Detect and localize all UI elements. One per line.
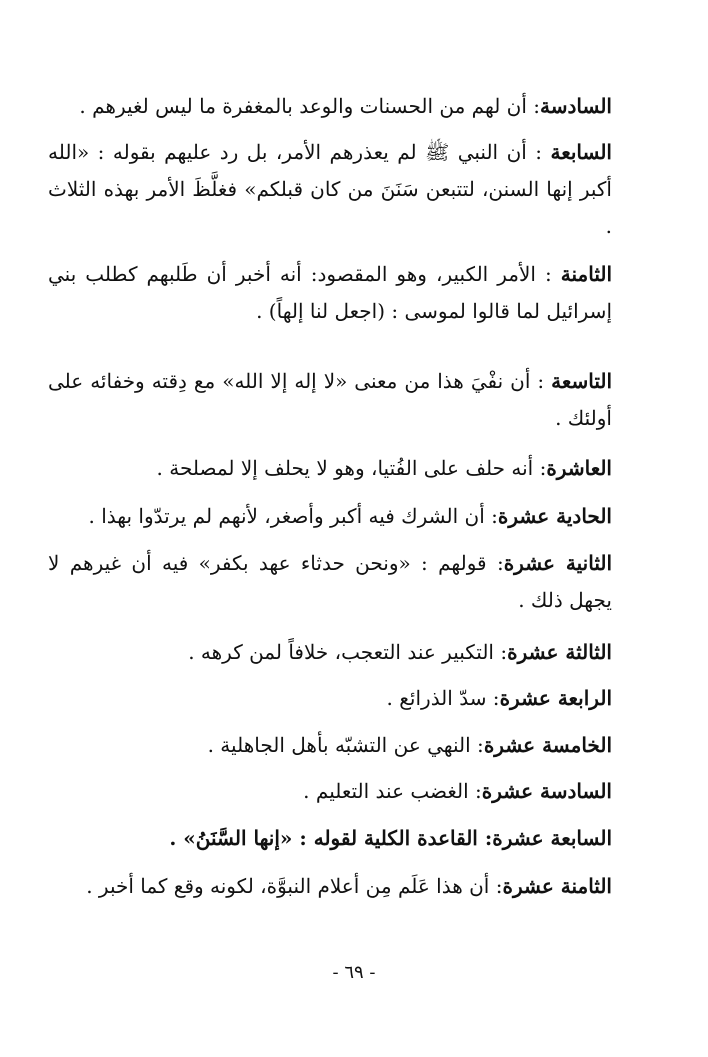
item-label: السادسة عشرة bbox=[481, 779, 612, 803]
list-item bbox=[48, 134, 612, 245]
item-text: النهي عن التشبّه بأهل الجاهلية . bbox=[207, 733, 471, 757]
item-label: الثانية عشرة bbox=[503, 551, 613, 575]
list-item bbox=[48, 868, 612, 905]
item-text: أن هذا عَلَم مِن أعلام النبوَّة، لكونه وقع كما أخبر . bbox=[86, 874, 490, 898]
item-separator: : bbox=[530, 369, 552, 393]
item-separator: : bbox=[533, 456, 547, 480]
item-label: التاسعة bbox=[551, 369, 613, 393]
list-item bbox=[48, 634, 612, 671]
item-separator: : bbox=[526, 94, 541, 118]
item-label: السابعة bbox=[550, 140, 612, 164]
item-label: الخامسة عشرة bbox=[483, 733, 612, 757]
item-separator: : bbox=[526, 140, 551, 164]
page-number: - ٦٩ - bbox=[332, 962, 376, 983]
item-label: السادسة bbox=[540, 94, 612, 118]
item-text: التكبير عند التعجب، خلافاً لمن كرهه . bbox=[188, 640, 494, 664]
list-item bbox=[48, 773, 612, 810]
list-item bbox=[48, 820, 612, 857]
item-separator: : bbox=[486, 551, 504, 575]
item-label: الرابعة عشرة bbox=[499, 686, 612, 710]
item-label: الثالثة عشرة bbox=[507, 640, 612, 664]
item-text: أن النبي ﷺ لم يعذرهم الأمر، بل رد عليهم بقوله : «الله أكبر إنها السنن، لتتبعن سَنَنَ من كان قبلكم» فغلَّظَ الأمر بهذه الثلاث . bbox=[48, 140, 612, 238]
list-item bbox=[48, 363, 612, 437]
item-label: السابعة عشرة bbox=[492, 826, 612, 850]
item-separator: : bbox=[535, 262, 561, 286]
item-text: أنه حلف على الفُتيا، وهو لا يحلف إلا لمصلحة . bbox=[156, 456, 534, 480]
item-text: الأمر الكبير، وهو المقصود: أنه أخبر أن طَلبهم كطلب بني إسرائيل لما قالوا لموسى : (اجعل لنا إلهاً) . bbox=[48, 262, 612, 323]
item-separator: : bbox=[494, 640, 508, 664]
list-item bbox=[48, 498, 612, 535]
item-text: الغضب عند التعليم . bbox=[303, 779, 469, 803]
list-item bbox=[48, 450, 612, 487]
item-text: سدّ الذرائع . bbox=[386, 686, 487, 710]
list-item bbox=[48, 88, 612, 125]
item-separator: : bbox=[484, 504, 498, 528]
item-label: الثامنة عشرة bbox=[502, 874, 612, 898]
item-separator: : bbox=[486, 686, 500, 710]
list-item bbox=[48, 680, 612, 717]
item-separator: : bbox=[477, 826, 493, 850]
item-text: قولهم : «ونحن حدثاء عهد بكفر» فيه أن غيرهم لا يجهل ذلك . bbox=[48, 551, 612, 612]
item-label: الثامنة bbox=[560, 262, 613, 286]
item-text: أن لهم من الحسنات والوعد بالمغفرة ما ليس لغيرهم . bbox=[79, 94, 527, 118]
item-label: الحادية عشرة bbox=[497, 504, 612, 528]
list-item bbox=[48, 727, 612, 764]
list-item bbox=[48, 545, 612, 619]
item-separator: : bbox=[468, 779, 482, 803]
item-text: أن الشرك فيه أكبر وأصغر، لأنهم لم يرتدّوا بهذا . bbox=[88, 504, 485, 528]
item-separator: : bbox=[470, 733, 484, 757]
item-label: العاشرة bbox=[546, 456, 612, 480]
list-item bbox=[48, 256, 612, 330]
item-separator: : bbox=[489, 874, 503, 898]
item-text: أن نفْيَ هذا من معنى «لا إله إلا الله» مع دِقته وخفائه على أولئك . bbox=[48, 369, 612, 430]
item-text: القاعدة الكلية لقوله : «إنها السَّنَنُ» . bbox=[169, 826, 478, 850]
